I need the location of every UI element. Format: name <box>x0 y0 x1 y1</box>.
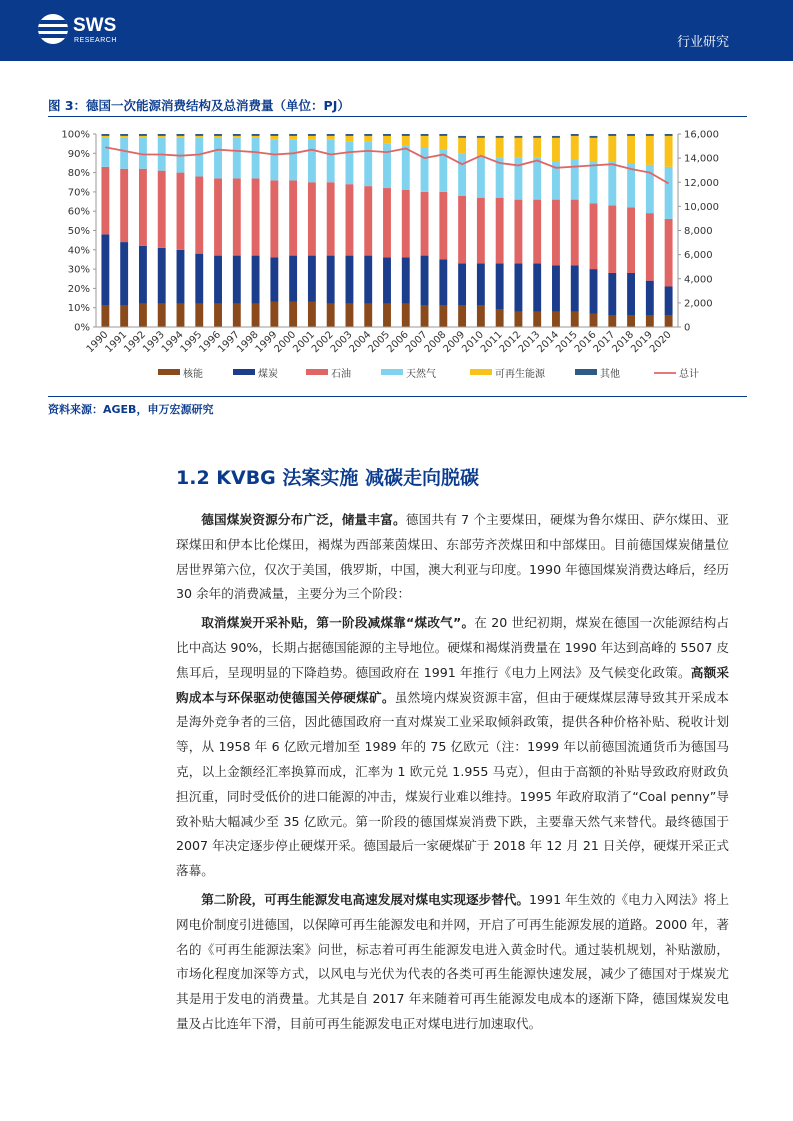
x-tick-label: 2010 <box>460 329 486 356</box>
bar-segment-coal <box>195 254 203 304</box>
x-tick-label: 1993 <box>141 329 167 356</box>
bar-segment-nuclear <box>252 304 260 327</box>
bar-segment-coal <box>627 273 635 315</box>
x-tick-label: 2013 <box>516 329 543 356</box>
bar-segment-oil <box>665 219 673 287</box>
bar-segment-oil <box>233 178 241 255</box>
paragraph-bold-lead: 高额采购成本与环保驱动使德国关停硬煤矿。 <box>176 664 729 705</box>
x-tick-label: 2012 <box>497 329 524 356</box>
bar-segment-renewable <box>439 136 447 150</box>
paragraph-bold-lead: 德国煤炭资源分布广泛，储量丰富。 <box>201 512 406 527</box>
bar-segment-renewable <box>496 138 504 157</box>
sws-logo <box>38 14 138 48</box>
x-tick-label: 2005 <box>366 329 393 356</box>
bar-segment-gas <box>383 144 391 188</box>
bar-segment-coal <box>514 263 522 311</box>
bar-segment-renewable <box>346 136 354 142</box>
bar-segment-nuclear <box>233 304 241 327</box>
x-tick-label: 2011 <box>478 329 505 356</box>
bar-segment-gas <box>233 138 241 179</box>
bar-segment-oil <box>439 192 447 260</box>
bar-segment-coal <box>120 242 128 306</box>
bar-segment-renewable <box>195 136 203 138</box>
bar-segment-other <box>590 136 598 138</box>
bar-segment-nuclear <box>571 312 579 327</box>
bar-segment-other <box>158 134 166 136</box>
bar-segment-gas <box>458 153 466 195</box>
bar-segment-oil <box>496 198 504 264</box>
bar-segment-nuclear <box>477 306 485 327</box>
x-tick-label: 2003 <box>328 329 355 356</box>
bar-segment-gas <box>608 161 616 205</box>
bar-segment-gas <box>327 140 335 182</box>
bar-segment-coal <box>608 273 616 315</box>
y-right-tick-label: 6,000 <box>684 250 713 262</box>
bar-segment-nuclear <box>627 315 635 327</box>
bar-segment-nuclear <box>665 315 673 327</box>
x-tick-label: 2004 <box>347 329 374 356</box>
bar-segment-coal <box>402 258 410 304</box>
bar-segment-other <box>270 134 278 136</box>
bar-segment-other <box>458 136 466 138</box>
bar-segment-nuclear <box>552 312 560 327</box>
section-title: 1.2 KVBG 法案实施 减碳走向脱碳 <box>176 467 480 489</box>
paragraph <box>176 888 729 1037</box>
x-tick-label: 2014 <box>535 329 562 356</box>
bar-segment-renewable <box>627 136 635 163</box>
bar-segment-oil <box>590 203 598 269</box>
bar-segment-nuclear <box>608 315 616 327</box>
y-right-tick-label: 0 <box>684 322 691 334</box>
y-left-tick-label: 30% <box>67 264 90 276</box>
bar-segment-renewable <box>402 136 410 146</box>
bar-segment-coal <box>177 250 185 304</box>
bar-segment-gas <box>514 157 522 199</box>
bar-segment-other <box>252 134 260 136</box>
bar-segment-oil <box>533 200 541 264</box>
bar-segment-nuclear <box>514 312 522 327</box>
bar-segment-coal <box>327 256 335 304</box>
y-left-tick-label: 100% <box>61 129 90 141</box>
y-right-tick-label: 2,000 <box>684 298 713 310</box>
legend-label-renewable: 可再生能源 <box>495 369 545 380</box>
bar-segment-renewable <box>646 136 654 165</box>
legend-label-oil: 石油 <box>331 369 351 380</box>
bar-segment-oil <box>270 180 278 257</box>
bar-segment-oil <box>214 178 222 255</box>
bar-segment-oil <box>195 176 203 253</box>
figure-bottom-rule <box>48 396 747 397</box>
bar-segment-gas <box>101 138 109 167</box>
bar-segment-renewable <box>177 136 185 138</box>
figure-title: 图 3：德国一次能源消费结构及总消费量（单位：PJ） <box>48 98 350 113</box>
body-text <box>176 508 729 1041</box>
bar-segment-coal <box>270 258 278 302</box>
bar-segment-other <box>496 136 504 138</box>
legend-label-coal: 煤炭 <box>258 369 278 380</box>
bar-segment-gas <box>195 138 203 177</box>
y-left-tick-label: 0% <box>74 322 90 334</box>
figure-source: 资料来源：AGEB，申万宏源研究 <box>48 403 214 416</box>
bar-segment-oil <box>402 190 410 258</box>
bar-segment-gas <box>402 146 410 190</box>
bar-segment-oil <box>477 198 485 264</box>
bar-segment-other <box>439 134 447 136</box>
y-left-tick-label: 80% <box>67 168 90 180</box>
bar-segment-oil <box>101 167 109 235</box>
bar-segment-coal <box>646 281 654 316</box>
bar-segment-gas <box>252 138 260 179</box>
x-tick-label: 2009 <box>441 329 468 356</box>
bar-segment-other <box>214 134 222 136</box>
bar-segment-oil <box>327 182 335 255</box>
bar-segment-gas <box>421 148 429 192</box>
x-tick-label: 2016 <box>572 329 599 356</box>
bar-segment-renewable <box>289 136 297 140</box>
bar-segment-oil <box>364 186 372 255</box>
bar-segment-renewable <box>233 136 241 138</box>
x-tick-label: 1996 <box>197 329 224 356</box>
paragraph-text: 德国共有 7 个主要煤田，硬煤为鲁尔煤田、萨尔煤田、亚琛煤田和伊本比伦煤田，褐煤为西部莱茵煤田、东部劳齐茨煤田和中部煤田。目前德国煤炭储量位居世界第六位，仅次于美国，俄罗斯，中国，澳大利亚与印度。1990 年德国煤炭消费达峰后，经历 30 余年的消费减量，主要分为三个阶段： <box>176 512 729 602</box>
bar-segment-gas <box>364 142 372 186</box>
bar-segment-coal <box>571 265 579 311</box>
bar-segment-coal <box>496 263 504 309</box>
bar-segment-gas <box>120 138 128 169</box>
x-tick-label: 1998 <box>234 329 261 356</box>
bar-segment-coal <box>439 259 447 305</box>
bar-segment-renewable <box>101 136 109 138</box>
bar-segment-oil <box>421 192 429 256</box>
bar-segment-nuclear <box>327 304 335 327</box>
bar-segment-other <box>421 134 429 136</box>
legend-label-gas: 天然气 <box>406 369 436 380</box>
bar-segment-other <box>364 134 372 136</box>
bar-segment-coal <box>252 256 260 304</box>
legend-swatch-renewable <box>470 369 492 375</box>
y-right-tick-label: 4,000 <box>684 274 713 286</box>
bar-segment-other <box>308 134 316 136</box>
bar-segment-gas <box>533 157 541 199</box>
bar-segment-coal <box>477 263 485 305</box>
bar-segment-coal <box>421 256 429 306</box>
x-tick-label: 2006 <box>385 329 411 356</box>
bar-segment-gas <box>477 155 485 197</box>
bar-segment-renewable <box>252 136 260 138</box>
x-tick-label: 2007 <box>403 329 430 356</box>
paragraph <box>176 611 729 884</box>
bar-segment-gas <box>571 159 579 200</box>
y-left-tick-label: 90% <box>67 148 90 160</box>
y-right-tick-label: 12,000 <box>684 177 719 189</box>
bar-segment-renewable <box>514 138 522 157</box>
y-right-tick-label: 8,000 <box>684 226 713 237</box>
bar-segment-coal <box>233 256 241 304</box>
bar-segment-renewable <box>158 136 166 138</box>
report-category: 行业研究 <box>676 35 729 50</box>
bar-segment-coal <box>346 256 354 304</box>
bar-segment-other <box>477 136 485 138</box>
bar-segment-renewable <box>608 136 616 161</box>
bar-segment-renewable <box>552 138 560 161</box>
bar-segment-other <box>608 134 616 136</box>
x-tick-label: 2015 <box>554 329 580 356</box>
bar-segment-nuclear <box>158 304 166 327</box>
x-tick-label: 2002 <box>310 329 336 356</box>
y-left-tick-label: 50% <box>67 226 90 237</box>
bar-segment-oil <box>139 169 147 246</box>
bar-segment-renewable <box>364 136 372 142</box>
bar-segment-nuclear <box>496 310 504 327</box>
bar-segment-other <box>514 136 522 138</box>
bar-segment-nuclear <box>533 312 541 327</box>
bar-segment-renewable <box>270 136 278 140</box>
bar-segment-other <box>101 134 109 136</box>
bar-segment-coal <box>458 263 466 305</box>
paragraph <box>176 508 729 607</box>
bar-segment-oil <box>252 178 260 255</box>
bar-segment-renewable <box>383 136 391 144</box>
bar-segment-coal <box>533 263 541 311</box>
bar-segment-other <box>327 134 335 136</box>
bar-segment-nuclear <box>439 306 447 327</box>
x-tick-label: 2019 <box>629 329 655 356</box>
y-left-tick-label: 10% <box>67 303 90 315</box>
bar-segment-oil <box>177 173 185 250</box>
bar-segment-coal <box>308 256 316 302</box>
bar-segment-renewable <box>533 138 541 157</box>
paragraph-text: 在 20 世纪初期，煤炭在德国一次能源结构占比中高达 90%，长期占据德国能源的主导地位。硬煤和褐煤消费量在 1990 年达到高峰的 5507 皮焦耳后，呈现明显的下降趋势。德国政府在 1991 年推行《电力上网法》及气候变化政策。 <box>176 615 729 680</box>
x-tick-label: 1999 <box>253 329 280 356</box>
energy-consumption-chart <box>48 122 747 392</box>
legend-label-other: 其他 <box>600 369 620 380</box>
bar-segment-coal <box>383 258 391 304</box>
paragraph-text: 虽然境内煤炭资源丰富，但由于硬煤煤层薄导致其开采成本是海外竞争者的三倍，因此德国政府一直对煤炭工业采取倾斜政策，提供各种价格补贴、税收计划等，从 1958 年 6 亿欧元增加至 1989 年的 75 亿欧元（注：1999 年以前德国流通货币为德国马克，以上金额经汇率换算而成，汇率为 1 欧元兑 1.955 马克），但由于高额的补贴导致政府财政负担沉重，同时受低价的进口能源的冲击，煤炭行业难以维持。1995 年政府取消了“Coal penny”导致补贴大幅减少至 35 亿欧元。第一阶段的德国煤炭消费下跌，主要靠天然气来替代。最终德国于 2007 年决定逐步停止硬煤开采。德国最后一家硬煤矿于 2018 年 12 月 21 日关停，硬煤开采正式落幕。 <box>176 689 730 879</box>
bar-segment-nuclear <box>458 306 466 327</box>
legend-swatch-coal <box>233 369 255 375</box>
x-tick-label: 2001 <box>291 329 318 356</box>
sws-logo-mark-icon <box>38 14 68 44</box>
bar-segment-nuclear <box>289 302 297 327</box>
logo-text: SWS <box>73 15 117 36</box>
bar-segment-nuclear <box>421 306 429 327</box>
chart-legend <box>158 367 699 380</box>
bar-segment-gas <box>214 138 222 179</box>
legend-swatch-other <box>575 369 597 375</box>
paragraph-bold-lead: 取消煤炭开采补贴，第一阶段减煤靠“煤改气”。 <box>201 615 475 631</box>
x-tick-label: 1994 <box>159 329 186 356</box>
bar-segment-oil <box>627 207 635 273</box>
bar-segment-oil <box>608 205 616 273</box>
bar-segment-nuclear <box>195 304 203 327</box>
logo-subtext: RESEARCH <box>74 37 117 44</box>
bar-segment-nuclear <box>402 304 410 327</box>
bar-segment-renewable <box>120 136 128 138</box>
x-tick-label: 1995 <box>178 329 205 356</box>
bar-segment-coal <box>364 256 372 304</box>
bar-segment-other <box>533 136 541 138</box>
paragraph-text: 1991 年生效的《电力入网法》将上网电价制度引进德国，以保障可再生能源发电和并网，开启了可再生能源发展的道路。2000 年，著名的《可再生能源法案》问世，标志着可再生能源发电进入黄金时代。通过装机规划，补贴激励，市场化程度加深等方式，以风电与光伏为代表的各类可再生能源快速发展，减少了德国对于煤炭尤其是用于发电的消费量。尤其是自 2017 年来随着可再生能源发电成本的逐渐下降，德国煤炭发电量及占比连年下滑，目前可再生能源发电正对煤电进行加速取代。 <box>176 891 730 1031</box>
legend-swatch-nuclear <box>158 369 180 375</box>
bar-segment-other <box>120 134 128 136</box>
bar-segment-other <box>139 134 147 136</box>
bar-segment-coal <box>101 234 109 305</box>
bar-segment-coal <box>665 286 673 315</box>
bar-segment-nuclear <box>308 302 316 327</box>
bar-segment-other <box>233 134 241 136</box>
bar-segment-oil <box>646 213 654 281</box>
bar-segment-renewable <box>665 136 673 167</box>
chart-bars <box>101 134 672 327</box>
bar-segment-gas <box>665 167 673 219</box>
bar-segment-oil <box>120 169 128 242</box>
x-tick-label: 1997 <box>216 329 242 356</box>
bar-segment-oil <box>158 171 166 248</box>
x-tick-label: 1990 <box>84 329 111 356</box>
y-left-tick-label: 20% <box>67 283 90 295</box>
bar-segment-renewable <box>477 138 485 155</box>
x-tick-label: 2018 <box>610 329 637 356</box>
y-left-tick-label: 70% <box>67 187 90 199</box>
bar-segment-oil <box>458 196 466 264</box>
bar-segment-nuclear <box>364 304 372 327</box>
bar-segment-nuclear <box>177 304 185 327</box>
y-right-tick-label: 14,000 <box>684 153 719 165</box>
bar-segment-nuclear <box>383 304 391 327</box>
bar-segment-other <box>346 134 354 136</box>
bar-segment-coal <box>552 265 560 311</box>
bar-segment-renewable <box>458 138 466 153</box>
bar-segment-oil <box>308 182 316 255</box>
bar-segment-nuclear <box>214 304 222 327</box>
x-tick-label: 2020 <box>647 329 674 356</box>
paragraph-bold-lead: 第二阶段，可再生能源发电高速发展对煤电实现逐步替代。 <box>201 891 530 907</box>
bar-segment-gas <box>270 140 278 181</box>
bar-segment-renewable <box>421 136 429 148</box>
bar-segment-nuclear <box>346 304 354 327</box>
x-tick-label: 1992 <box>122 329 149 356</box>
bar-segment-gas <box>308 140 316 182</box>
bar-segment-other <box>571 134 579 136</box>
bar-segment-other <box>646 134 654 136</box>
bar-segment-coal <box>139 246 147 304</box>
y-left-tick-label: 40% <box>67 245 90 257</box>
y-right-tick-label: 16,000 <box>684 129 719 141</box>
bar-segment-renewable <box>327 136 335 140</box>
bar-segment-oil <box>552 200 560 266</box>
bar-segment-oil <box>514 200 522 264</box>
figure-top-rule <box>48 116 747 117</box>
bar-segment-other <box>195 134 203 136</box>
bar-segment-nuclear <box>646 315 654 327</box>
bar-segment-coal <box>214 256 222 304</box>
bar-segment-nuclear <box>590 313 598 327</box>
x-tick-label: 2017 <box>591 329 618 356</box>
bar-segment-other <box>177 134 185 136</box>
bar-segment-other <box>627 134 635 136</box>
page-header <box>0 0 793 61</box>
bar-segment-coal <box>158 248 166 304</box>
bar-segment-nuclear <box>120 306 128 327</box>
y-left-tick-label: 60% <box>67 206 90 218</box>
bar-segment-renewable <box>139 136 147 138</box>
bar-segment-nuclear <box>139 304 147 327</box>
bar-segment-coal <box>590 269 598 313</box>
bar-segment-coal <box>289 256 297 302</box>
bar-segment-gas <box>346 142 354 184</box>
bar-segment-renewable <box>308 136 316 140</box>
legend-swatch-oil <box>306 369 328 375</box>
bar-segment-oil <box>571 200 579 266</box>
bar-segment-renewable <box>590 138 598 161</box>
bar-segment-nuclear <box>101 306 109 327</box>
bar-segment-other <box>665 134 673 136</box>
bar-segment-gas <box>590 161 598 203</box>
bar-segment-renewable <box>571 136 579 159</box>
bar-segment-renewable <box>214 136 222 138</box>
x-tick-label: 1991 <box>103 329 130 356</box>
bar-segment-oil <box>383 188 391 257</box>
bar-segment-gas <box>289 140 297 181</box>
bar-segment-oil <box>289 180 297 255</box>
bar-segment-other <box>552 136 560 138</box>
legend-swatch-gas <box>381 369 403 375</box>
x-tick-label: 2008 <box>422 329 449 356</box>
legend-label-nuclear: 核能 <box>183 369 203 380</box>
x-tick-label: 2000 <box>272 329 299 356</box>
y-right-tick-label: 10,000 <box>684 201 719 213</box>
legend-label-total: 总计 <box>679 369 699 380</box>
bar-segment-other <box>289 134 297 136</box>
bar-segment-other <box>383 134 391 136</box>
bar-segment-nuclear <box>270 302 278 327</box>
bar-segment-other <box>402 134 410 136</box>
bar-segment-oil <box>346 184 354 255</box>
